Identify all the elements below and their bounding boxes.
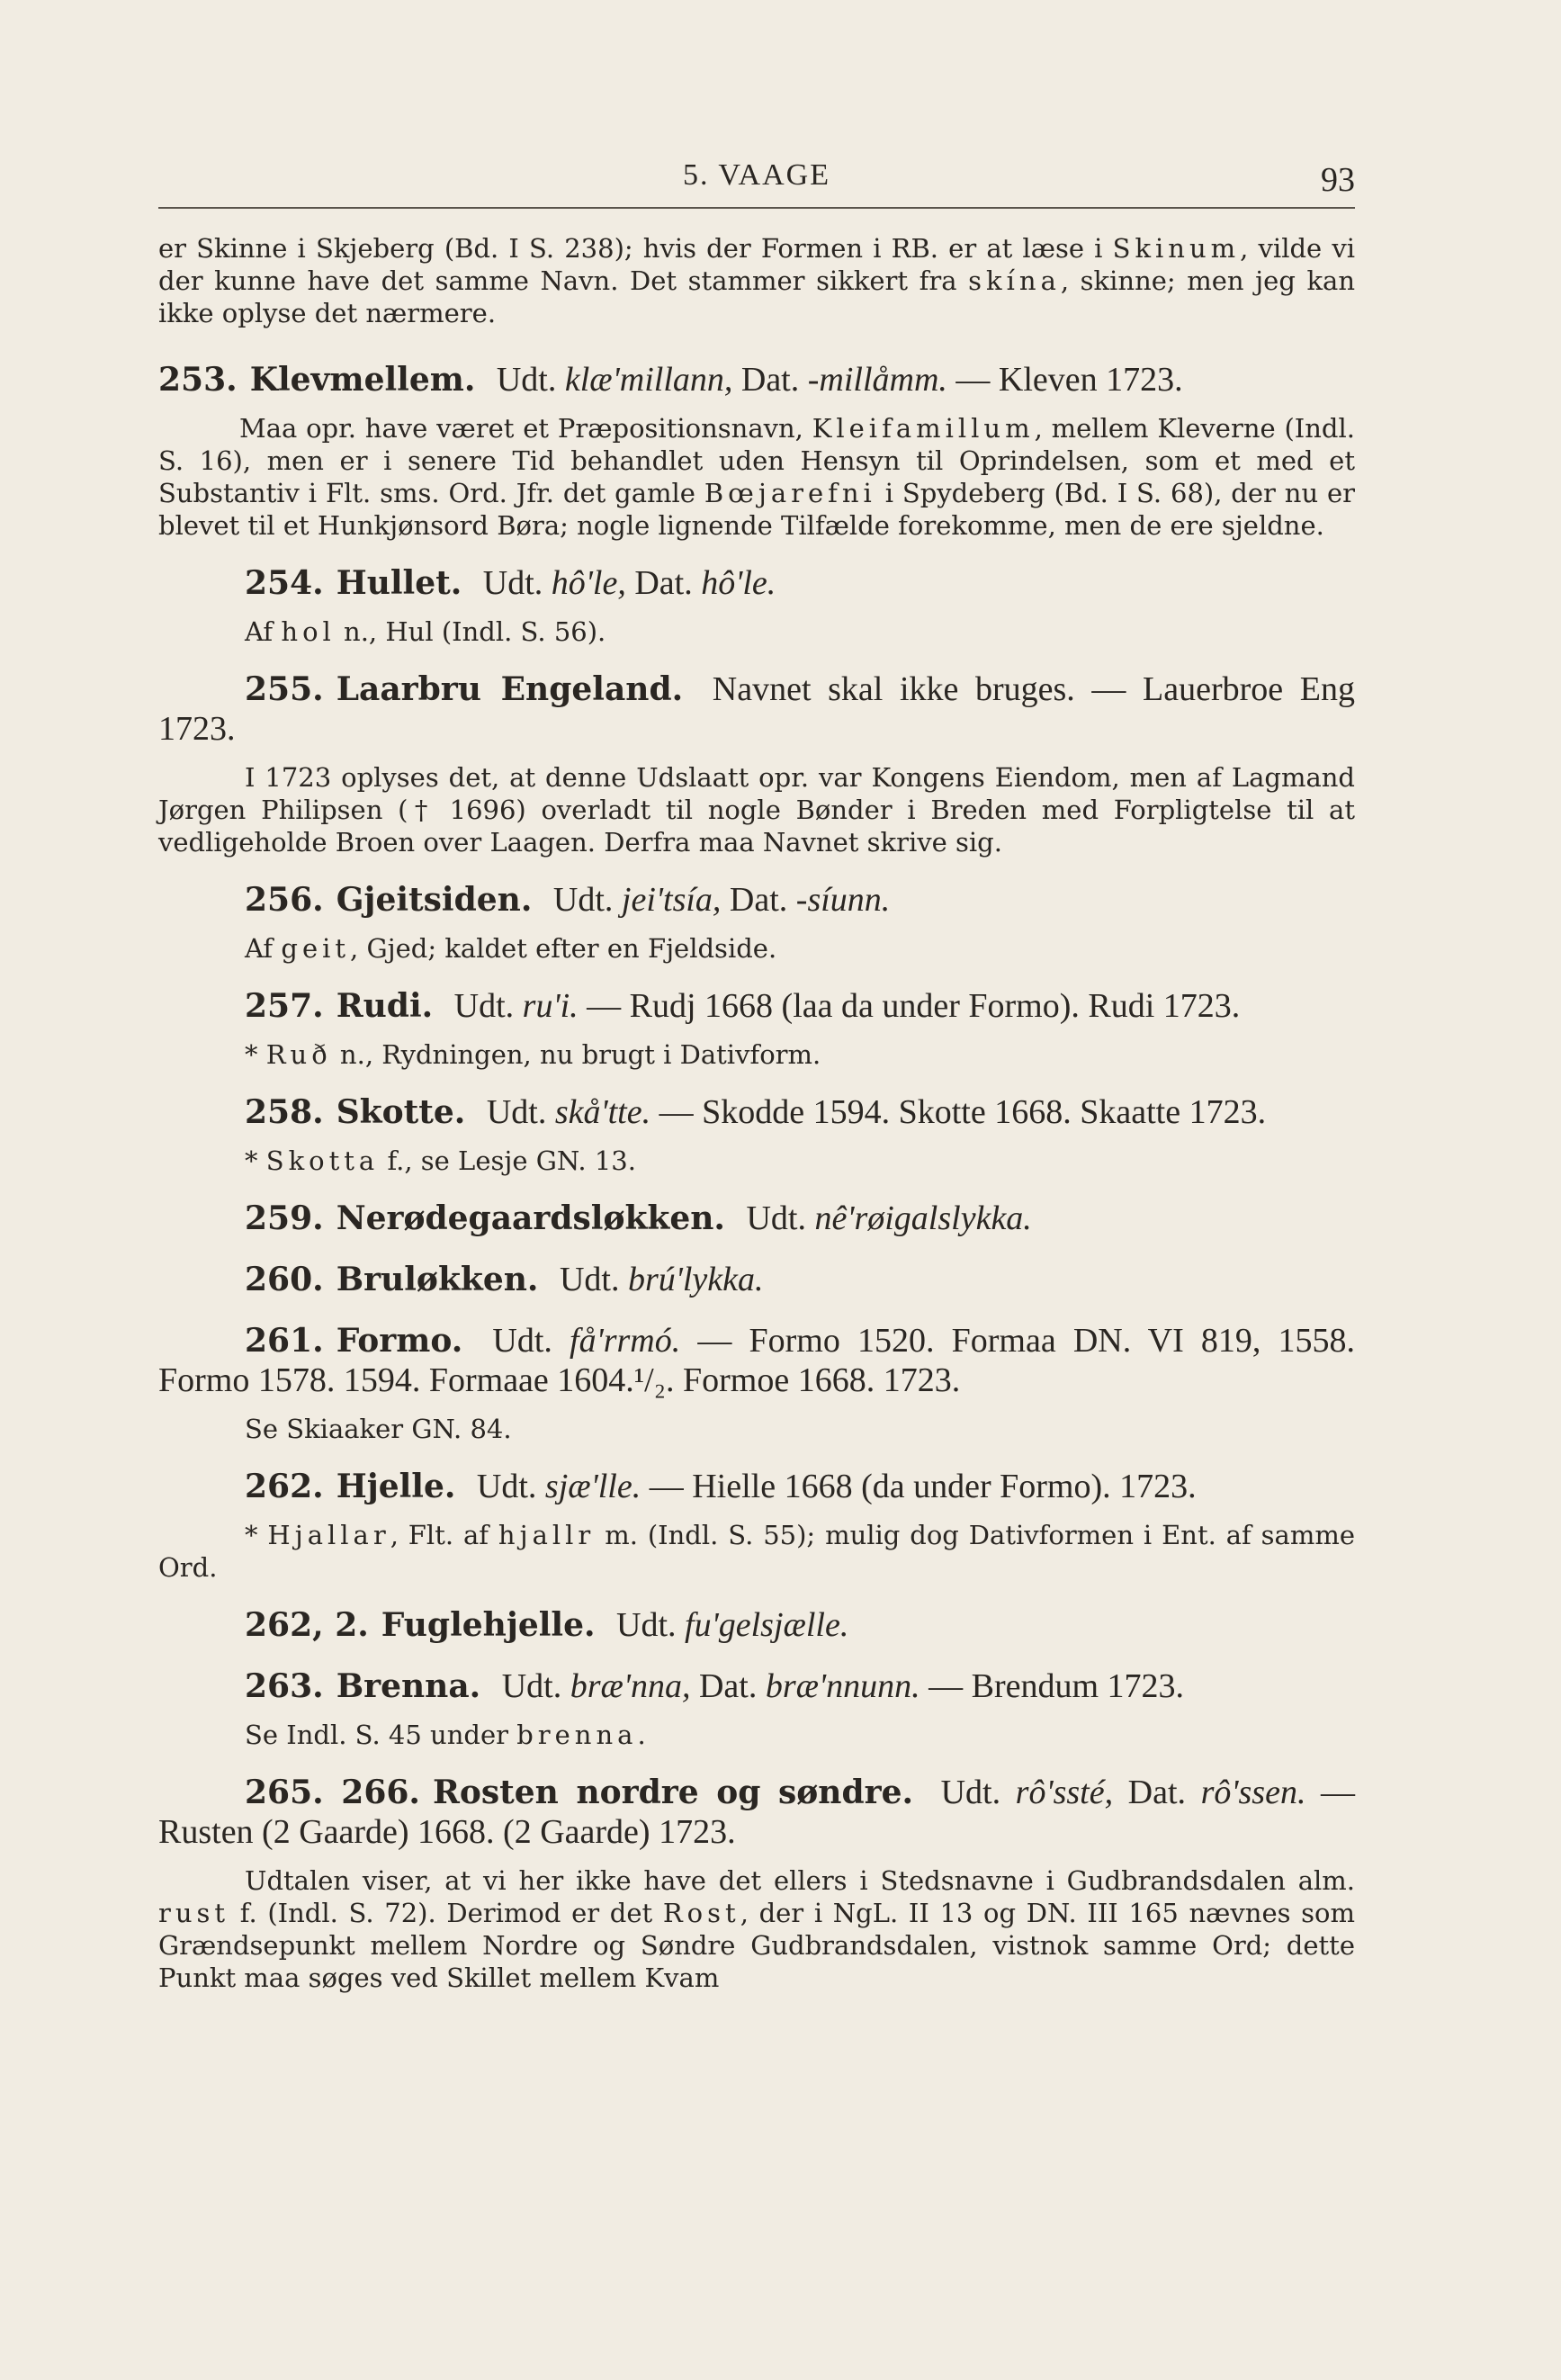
note-262: * Hjallar, Flt. af hjallr m. (Indl. S. 55); mulig dog Dativformen i Ent. af samme Ord. <box>158 1520 1355 1583</box>
entry-262: 262. Hjelle. Udt. sjæ'lle. — Hielle 1668 (da under Formo). 1723. <box>245 1468 1197 1505</box>
page-body <box>158 232 1355 1994</box>
entry-262-2: 262, 2. Fuglehjelle. Udt. fu'gelsjælle. <box>245 1606 849 1644</box>
note-254: Af hol n., Hul (Indl. S. 56). <box>245 616 606 647</box>
note-263: Se Indl. S. 45 under brenna. <box>245 1720 646 1750</box>
note-257: * Ruð n., Rydningen, nu brugt i Dativform. <box>245 1039 821 1070</box>
entry-256: 256. Gjeitsiden. Udt. jei'tsía, Dat. -síunn. <box>245 881 891 919</box>
intro-paragraph: er Skinne i Skjeberg (Bd. I S. 238); hvis der Formen i RB. er at læse i Skinum, vilde vi der kunne have det samme Navn. Det stammer sikkert fra skína, skinne; men jeg kan ikke oplyse det nærmere. <box>158 233 1356 328</box>
entry-263: 263. Brenna. Udt. bræ'nna, Dat. bræ'nnunn. — Brendum 1723. <box>245 1667 1185 1705</box>
page-number: 93 <box>1321 161 1355 199</box>
note-258: * Skotta f., se Lesje GN. 13. <box>245 1145 636 1176</box>
section-title: 5. VAAGE <box>683 158 830 192</box>
entry-257: 257. Rudi. Udt. ru'i. — Rudj 1668 (laa da under Formo). Rudi 1723. <box>245 987 1241 1025</box>
entry-258: 258. Skotte. Udt. skå'tte. — Skodde 1594. Skotte 1668. Skaatte 1723. <box>245 1093 1267 1131</box>
running-header <box>158 155 1355 200</box>
entry-254: 254. Hullet. Udt. hô'le, Dat. hô'le. <box>245 564 776 602</box>
entry-261: 261. Formo. Udt. få'rrmó. — Formo 1520. Formaa DN. VI 819, 1558. Formo 1578. 1594. Formaae 1604.¹/₂. Formoe 1668. 1723. <box>158 1322 1356 1399</box>
note-255: I 1723 oplyses det, at denne Udslaatt opr. var Kongens Eiendom, men af Lagmand Jørgen Philipsen († 1696) overladt til nogle Bønder i Breden med Forpligtelse til at vedligeholde Broen over Laagen. Derfra maa Navnet skrive sig. <box>158 762 1355 858</box>
entry-260: 260. Bruløkken. Udt. brú'lykka. <box>245 1261 764 1298</box>
note-253: Maa opr. have været et Præpositionsnavn, Kleifamillum, mellem Kleverne (Indl. S. 16), men er i senere Tid behandlet uden Hensyn til Oprindelsen, som et med et Substantiv i Flt. sms. Ord. Jfr. det gamle Bœjarefni i Spydeberg (Bd. I S. 68), der nu er blevet til et Hunkjønsord Børa; nogle lignende Tilfælde forekomme, men de ere sjeldne. <box>158 413 1356 541</box>
entry-253: 253. Klevmellem. Udt. klæ'millann, Dat. -millåmm. — Kleven 1723. <box>158 361 1183 399</box>
note-265-266: Udtalen viser, at vi her ikke have det ellers i Stedsnavne i Gudbrandsdalen alm. rust f. (Indl. S. 72). Derimod er det Rost, der i NgL. II 13 og DN. III 165 nævnes som Grændsepunkt mellem Nordre og Søndre Gudbrandsdalen, vistnok samme Ord; dette Punkt maa søges ved Skillet mellem Kvam <box>158 1865 1355 1993</box>
entry-255: 255. Laarbru Engeland. Navnet skal ikke bruges. — Lauerbroe Eng 1723. <box>158 670 1355 748</box>
entry-259: 259. Nerødegaardsløkken. Udt. nê'røigalslykka. <box>245 1199 1032 1237</box>
header-rule <box>158 207 1355 209</box>
note-261: Se Skiaaker GN. 84. <box>245 1414 512 1444</box>
entry-265-266: 265. 266. Rosten nordre og søndre. Udt. rô'ssté, Dat. rô'ssen. — Rusten (2 Gaarde) 1668. (2 Gaarde) 1723. <box>158 1774 1356 1851</box>
note-256: Af geit, Gjed; kaldet efter en Fjeldside. <box>245 933 777 964</box>
